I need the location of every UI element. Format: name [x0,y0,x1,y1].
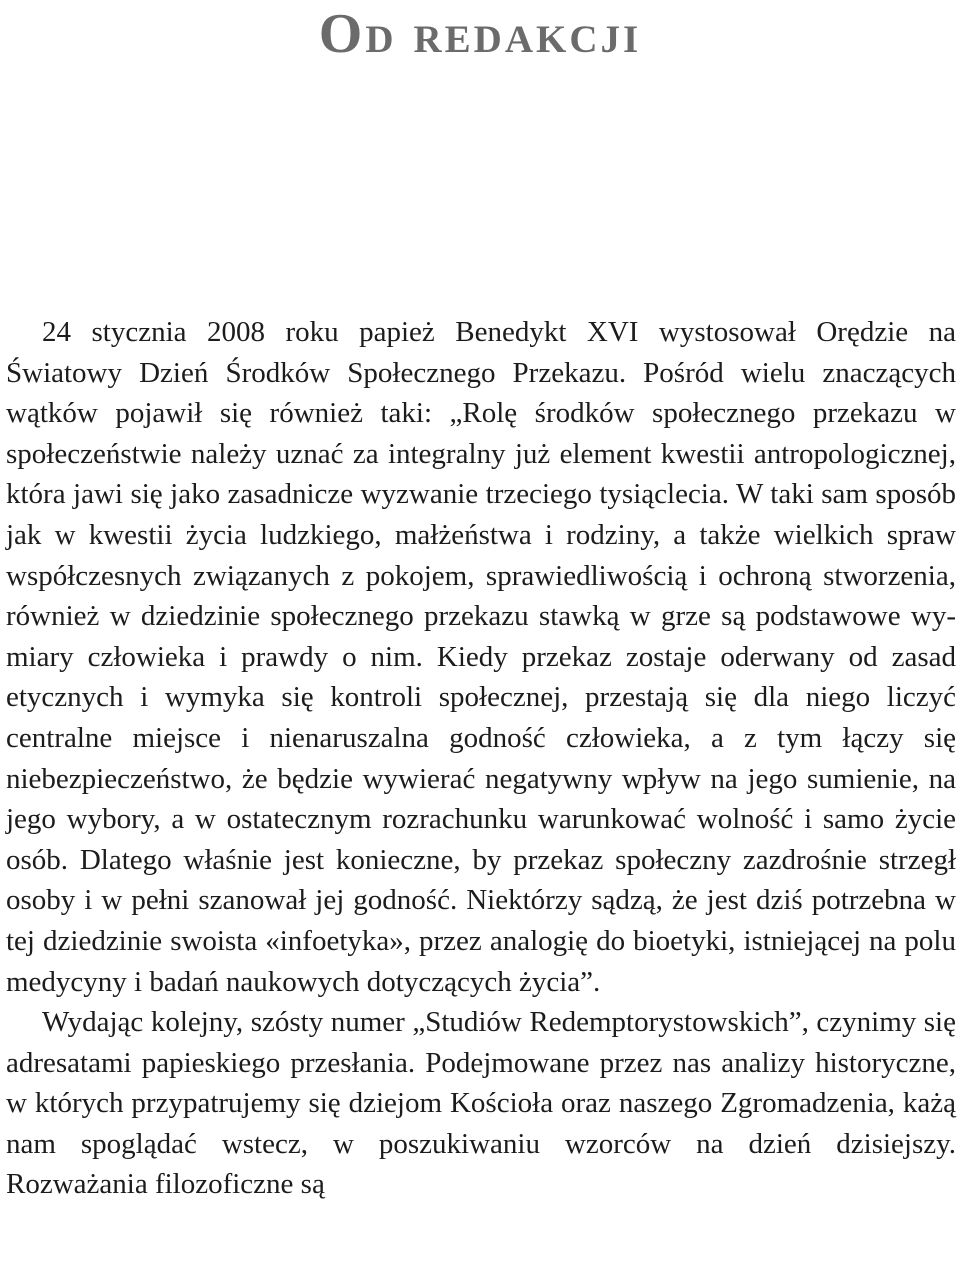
paragraph-1: 24 stycznia 2008 roku papież Benedykt XVI wystosował Orędzie na Światowy Dzień Środków Społecznego Przekazu. Pośród wielu znaczących wątków pojawił się również taki: „Rolę środków społecznego przekazu w społeczeństwie należy uznać za integralny już element kwestii antropologicznej, która jawi się jako zasadnicze wyzwanie trzeciego tysiąclecia. W taki sam sposób jak w kwestii życia ludzkiego, małżeństwa i rodziny, a także wielkich spraw współczesnych związanych z pokojem, sprawiedliwością i ochroną stworzenia, również w dziedzinie społecznego przekazu stawką w grze są podstawowe wymiary człowieka i prawdy o nim. Kiedy przekaz zostaje oderwany od zasad etycznych i wymyka się kontroli społecznej, przestają się dla niego liczyć centralne miejsce i nienaruszalna godność człowieka, a z tym łączy się niebezpieczeństwo, że będzie wywierać negatywny wpływ na jego sumienie, na jego wybory, a w ostatecznym rozrachunku warunkować wolność i samo życie osób. Dlatego właśnie jest konieczne, by przekaz społeczny zazdrośnie strzegł osoby i w pełni szanował jej godność. Niektórzy sądzą, że jest dziś potrzebna w tej dziedzinie swoista «infoetyka», przez analogię do bioetyki, istniejącej na polu medycyny i badań naukowych dotyczących życia”. [6,316,956,998]
paragraph-2: Wydając kolejny, szósty numer „Studiów Redemptorystowskich”, czynimy się adresatami papieskiego przesłania. Podejmowane przez nas analizy historyczne, w których przypatrujemy się dziejom Kościoła oraz naszego Zgromadzenia, każą nam spoglądać wstecz, w poszukiwaniu wzorców na dzień dzisiejszy. Rozważania filozoficzne są [6,1006,956,1201]
page-title: Od redakcji [318,3,642,65]
article-body [6,312,956,1205]
